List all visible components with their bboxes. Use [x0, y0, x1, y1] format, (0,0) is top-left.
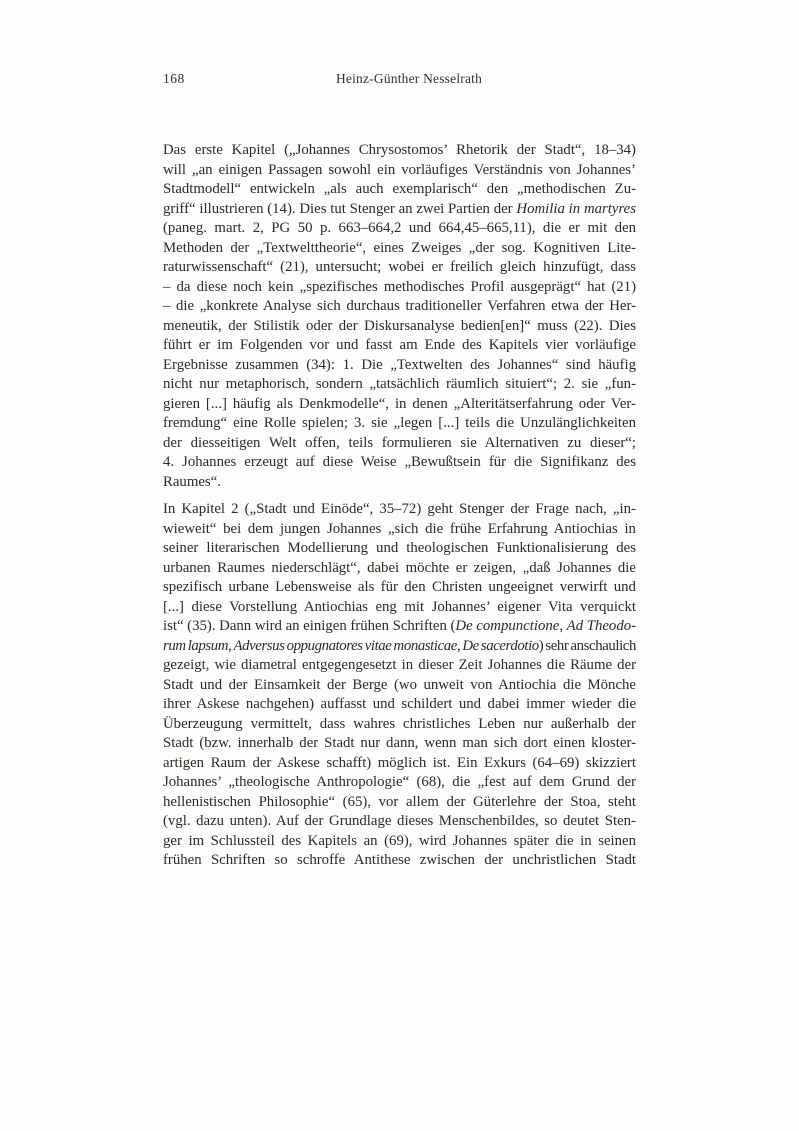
text-line: 4. Johannes erzeugt auf diese Weise „Bewußtsein für die Signifikanz des	[163, 454, 636, 470]
text-line: – die „konkrete Analyse sich durchaus traditioneller Verfahren etwa der Her-	[163, 298, 637, 314]
text-line: Das erste Kapitel („Johannes Chrysostomos’ Rhetorik der Stadt“, 18–34)	[163, 142, 636, 158]
text-line: rum lapsum, Adversus oppugnatores vitae monasticae, De sacerdotio) sehr anschaulich	[163, 637, 636, 654]
page-number: 168	[163, 71, 185, 86]
text-line: hellenistischen Philosophie“ (65), vor allem der Güterlehre der Stoa, steht	[163, 793, 636, 810]
text-line: Stadt und der Einsamkeit der Berge (wo unweit von Antiochia die Mönche	[163, 676, 636, 693]
text-line: führt er im Folgenden vor und fasst am Ende des Kapitels vier vorläufige	[163, 337, 636, 353]
text-line: Überzeugung vermittelt, dass wahres christliches Leben nur außerhalb der	[163, 715, 636, 732]
text-line: frühen Schriften so schroffe Antithese zwischen der unchristlichen Stadt	[163, 852, 637, 868]
text-line: Raumes“.	[163, 473, 221, 490]
text-line: Methoden der „Textwelttheorie“, eines Zweiges „der sog. Kognitiven Lite-	[163, 239, 636, 256]
text-line: gezeigt, wie diametral entgegengesetzt in dieser Zeit Johannes die Räume der	[163, 657, 637, 673]
text-line: raturwissenschaft“ (21), untersucht; wobei er freilich gleich hinzufügt, dass	[163, 259, 637, 275]
paragraph	[163, 500, 636, 871]
text-line: (vgl. dazu unten). Auf der Grundlage dieses Menschenbildes, so deutet Sten-	[163, 813, 636, 829]
text-line: urbanen Raumes niederschlägt“, dabei möchte er zeigen, „daß Johannes die	[163, 559, 636, 576]
text-line: ihrer Askese nachgehen) auffasst und schildert und dabei immer wieder die	[163, 696, 637, 712]
text-line: Ergebnisse zusammen (34): 1. Die „Textwelten des Johannes“ sind häufig	[163, 356, 637, 373]
text-line: seiner literarischen Modellierung und theologischen Funktionalisierung des	[163, 540, 637, 556]
text-line: ger im Schlussteil des Kapitels an (69), wird Johannes später die in seinen	[163, 832, 637, 849]
text-line: gieren [...] häufig als Denkmodelle“, in denen „Alteritätserfahrung oder Ver-	[163, 395, 636, 412]
text-line: wieweit“ bei dem jungen Johannes „sich die frühe Erfahrung Antiochias in	[163, 520, 636, 537]
text-line: Stadt (bzw. innerhalb der Stadt nur dann, wenn man sich dort einen kloster-	[163, 735, 637, 751]
text-line: (paneg. mart. 2, PG 50 p. 663–664,2 und 664,45–665,11), die er mit den	[163, 220, 637, 236]
text-line: – da diese noch kein „spezifisches methodisches Profil ausgeprägt“ hat (21)	[163, 278, 636, 295]
page-header	[163, 70, 636, 88]
text-line: griff“ illustrieren (14). Dies tut Stenger an zwei Partien der Homilia in martyres	[163, 200, 636, 217]
text-line: meneutik, der Stilistik oder der Diskursanalyse bedien[en]“ muss (22). Dies	[163, 317, 636, 334]
text-line: artigen Raum der Askese schafft) möglich ist. Ein Exkurs (64–69) skizziert	[163, 754, 636, 771]
running-head: Heinz-Günther Nesselrath	[335, 71, 483, 86]
text-line: der diesseitigen Welt offen, teils formulieren sie Alternativen zu dieser“;	[163, 434, 636, 451]
text-line: ist“ (35). Dann wird an einigen frühen Schriften (De compunctione, Ad Theodo-	[163, 618, 637, 634]
text-line: spezifisch urbane Lebensweise als für den Christen ungeeignet verwirft und	[163, 579, 636, 595]
text-line: Johannes’ „theologische Anthropologie“ (68), die „fest auf dem Grund der	[163, 774, 636, 790]
paragraph	[163, 141, 636, 492]
text-line: nicht nur metaphorisch, sondern „tatsächlich räumlich situiert“; 2. sie „fun-	[163, 376, 637, 392]
text-line: In Kapitel 2 („Stadt und Einöde“, 35–72) geht Stenger der Frage nach, „in-	[163, 501, 636, 517]
text-line: Stadtmodell“ entwickeln „als auch exemplarisch“ den „methodischen Zu-	[163, 181, 637, 197]
text-line: fremdung“ eine Rolle spielen; 3. sie „legen [...] teils die Unzulänglichkeiten	[163, 415, 637, 431]
text-block	[163, 141, 636, 871]
text-line: will „an einigen Passagen sowohl ein vorläufiges Verständnis von Johannes’	[163, 161, 636, 178]
text-line: [...] diese Vorstellung Antiochias eng mit Johannes’ eigener Vita verquickt	[163, 598, 637, 615]
